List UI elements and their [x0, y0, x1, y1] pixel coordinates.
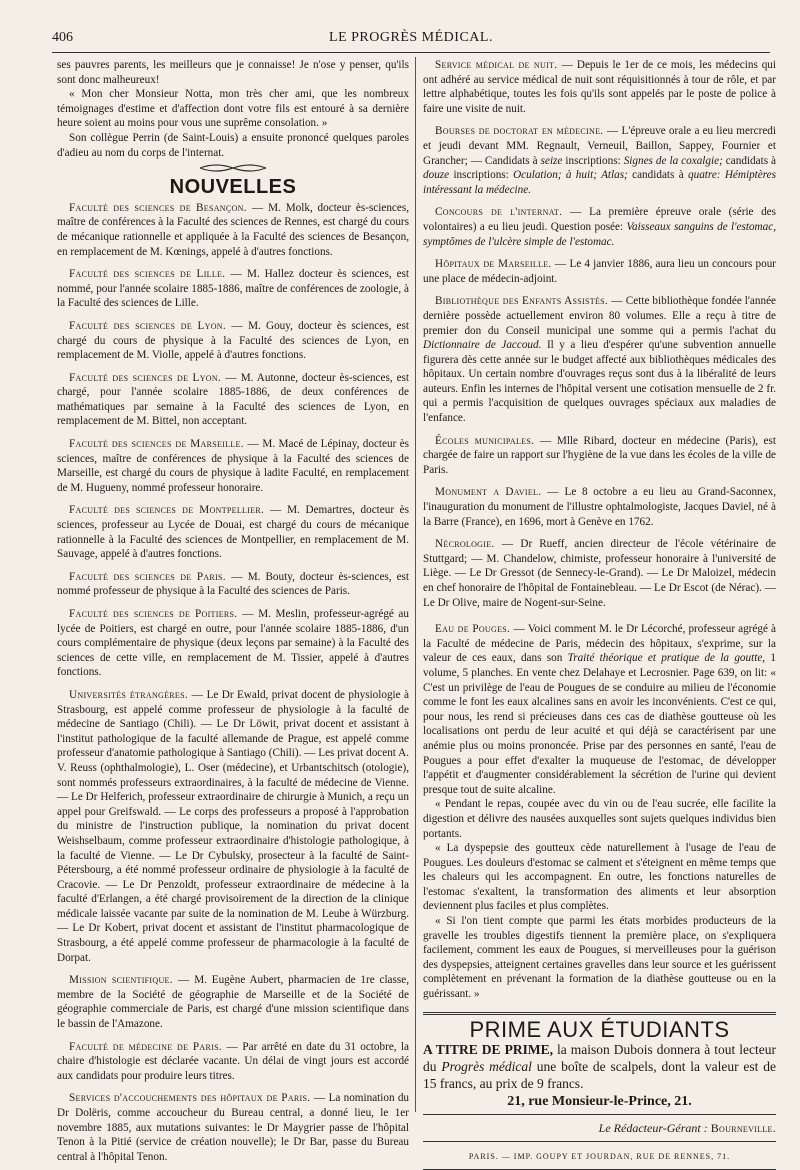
ad-text-part: la maison Dubois donnera à tout lecteur du: [423, 1042, 776, 1075]
divider: [423, 1141, 776, 1142]
paragraph: « Pendant le repas, coupée avec du vin ou de l'eau sucrée, elle facilite la digestion et délivre des nausées auxquelles sont sujets quelques individus bien portants.: [423, 798, 776, 840]
news-item: [57, 607, 409, 680]
news-text: M. Molk, docteur ès-sciences, maître de conférences à la Faculté des sciences de Rennes, est chargé du cours de mécanique rationnelle et appliquée à la Faculté des sciences de Besançon, en remplacement de M. Kœnings, appelé à d'autres fonctions.: [57, 201, 410, 258]
news-heading: Mission scientifique. —: [69, 974, 190, 987]
news-italic: Traité théorique et pratique de la goutte,: [567, 652, 766, 665]
news-text: 1 volume, 5 planches. En vente chez Delahaye et Lecrosnier. Page 639, on lit: « C'est un privilège de l'eau de Pougues de se conduire au milieu de l'économie comme le font les eaux alcalines sans en avoir les inconvénients. C'est ce qui, pour nous, les rend si précieuses dans ces cas de diathèse goutteuse où les localisations ont perdu de leur acuité et qui déjà se caractérisent par une anémie plus ou moins prononcée. Prise par des personnes en santé, l'eau de Pougues a pour effet d'exalter la muqueuse de l'estomac, de développer l'appétit et d'augmenter considérablement la sécrétion de l'urine qui devient presque tout de suite alcaline.: [423, 652, 777, 796]
news-heading: Faculté des sciences de Besançon. —: [69, 201, 264, 214]
section-title: NOUVELLES: [169, 176, 297, 199]
news-heading: Faculté des sciences de Lyon. —: [69, 319, 243, 332]
news-item: [423, 622, 776, 797]
news-item: [423, 257, 776, 286]
ad-text-part: une boîte de scalpels, dont la valeur est de 15 francs, au prix de 9 francs.: [423, 1059, 777, 1092]
news-heading: Faculté des sciences de Lyon. —: [69, 371, 237, 384]
news-item: [57, 688, 409, 965]
news-text: M. Autonne, docteur ès-sciences, est chargé, pour l'année scolaire 1885-1886, de deux conférences de mathématiques par semaine à la Faculté des sciences de Lyon, en remplacement de M. Bittel, non acceptant.: [57, 371, 409, 428]
paragraph: « Mon cher Monsieur Notta, mon très cher ami, que les nombreux témoignages d'estime et d'affection dont votre fils est entouré à sa dernière heure soient au moins pour vous une suprême consolation. »: [57, 88, 409, 130]
news-text: M. Meslin, professeur-agrégé au lycée de Poitiers, est chargé en outre, pour l'année scolaire 1885-1886, d'un cours complémentaire de physique (deux leçons par semaine) à la Faculté des sciences de cette ville, en remplacement de M. Tissier, appelé à d'autres fonctions.: [57, 608, 409, 679]
news-heading: Faculté des sciences de Marseille. —: [69, 438, 259, 451]
news-text: Il y a lieu d'espérer qu'une subvention annuelle figurera dès cette année sur le budget affecté aux bibliothèques médicales des hôpitaux. Un certain nombre d'ouvrages reçus sont dus à la libéralité de leurs auteurs. Enfin les internes de l'hôpital versent une cotisation mensuelle de 2 fr. qui a permis l'acquisition de quelques ouvrages spéciaux aux maladies de l'enfance.: [423, 339, 776, 425]
news-text: M. Macé de Lépinay, docteur ès sciences, maître de conférences de physique à la Faculté des sciences de Marseille, est chargé du cours de physique à ladite Faculté, en remplacement de M. Hugueny, nommé professeur honoraire.: [57, 438, 410, 494]
news-text: M. Gouy, docteur ès sciences, est chargé du cours de physique à la Faculté des sciences de Lyon, en remplacement de M. Violle, appelé à d'autres fonctions.: [57, 319, 409, 362]
news-heading: Écoles municipales. —: [435, 434, 552, 447]
column-divider: [415, 57, 416, 1112]
news-item: [57, 371, 409, 429]
page-number: 406: [52, 30, 73, 45]
news-italic: Signes de la coxalgie;: [623, 154, 723, 167]
news-italic: Dictionnaire de Jaccoud.: [423, 339, 542, 352]
signature-name: Bourneville.: [710, 1120, 776, 1135]
news-heading: Services d'accouchements des hôpitaux de Paris. —: [69, 1092, 326, 1105]
news-text: Par arrêté en date du 31 octobre, la chaire d'histologie est déclarée vacante. Un délai de vingt jours est accordé aux candidats pour produire leurs titres.: [57, 1040, 409, 1082]
news-heading: Concours de l'internat. —: [435, 206, 582, 219]
news-item: [57, 1091, 409, 1164]
news-text: La première épreuve orale (série des volontaires) a eu lieu jeudi. Question posée:: [423, 206, 776, 233]
news-heading: Eau de Pouges. —: [435, 623, 525, 636]
news-item: [423, 537, 776, 610]
news-item: [57, 437, 409, 495]
imprint: PARIS. — IMP. GOUPY ET JOURDAN, RUE DE RENNES, 71.: [468, 1152, 731, 1162]
news-text: candidats à: [725, 154, 777, 167]
news-text: Dr Rueff, ancien directeur de l'école vétérinaire de Stuttgard; — M. Chandelow, chimiste, professeur honoraire à l'université de Liège. — Le Dr Gressot (de Sennecy-le-Grand). — Le Dr Maloizel, médecin en chef honoraire de l'hôpital de Fontainebleau. — Le Dr Escot (de Nérac). — Le Dr Olive, maire de Nogent-sur-Seine.: [423, 538, 777, 609]
news-heading: Universités étrangères. —: [69, 688, 204, 701]
paragraph: « La dyspepsie des goutteux cède naturellement à l'usage de l'eau de Pougues. Les douleurs d'estomac se calment et s'éteignent en même temps que les chaleurs qui les accompagnent. En outre, les fonctions naturelles de l'estomac s'exaltent, la transformation des aliments et leur absorption deviennent plus faciles et plus complètes.: [423, 842, 776, 913]
news-heading: Faculté des sciences de Poitiers. —: [69, 608, 254, 620]
news-text: M. Demartres, docteur ès sciences, professeur au Lycée de Douai, est chargé du cours de mécanique rationnelle à la Faculté des sciences de Montpellier, en remplacement de M. Sauvage, appelé à d'autres fonctions.: [57, 504, 409, 561]
ornament-divider: [57, 162, 409, 176]
news-heading: Monument a Daviel. —: [435, 486, 559, 499]
signature: [423, 1121, 776, 1136]
news-item: [57, 319, 409, 363]
news-italic: quatre: Hémiptères intéressant la médecine.: [423, 169, 777, 196]
ad-text: [423, 1041, 776, 1092]
signature-label: Le Rédacteur-Gérant :: [598, 1120, 708, 1135]
news-heading: Faculté des sciences de Paris. —: [69, 570, 243, 583]
news-item: [57, 267, 409, 311]
news-item: [423, 205, 776, 249]
news-heading: Faculté des sciences de Montpellier. —: [69, 504, 282, 517]
news-item: [57, 503, 409, 561]
ad-lead: A TITRE DE PRIME,: [423, 1042, 553, 1058]
news-heading: Hôpitaux de Marseille. —: [435, 258, 567, 271]
news-text: Le Dr Ewald, privat docent de physiologie à Strasbourg, est appelé comme professeur de physiologie à la faculté de médecine de Santiago (Chili). — Le Dr Löwit, privat docent et assistant à l'institut pathologique de la faculté allemande de Prague, est appelé comme professeur d'anatomie pathologique à Santiago (Chili). — Les privat docent A. V. Reuss (ophthalmologie), L. Oser (médecine), et Urbantschitsch (otologie), sont nommés professeurs extraordinaires, à la faculté de médecine de Vienne. — Le Dr Helferich, professeur extraordinaire de chirurgie à Munich, a reçu un appel pour Greifswald. — Le corps des professeurs a proposé à l'approbation du ministre de l'instruction publique, la nomination du privat docent Weishselbaum, comme professeur extraordinaire d'histologie pathologique, à la faculté de Vienne. — Le Dr Cybulsky, prosecteur à la faculté de Saint-Pétersbourg, a été nommé professeur ordinaire de physiologie à la faculté de Cracovie. — Le Dr Penzoldt, professeur extraordinaire de médecine à la faculté d'Erlangen, a été chargé provisoirement de la direction de la clinique médicale laissée vacante par suite de la nomination de M. Leube à Würzburg. — Le Dr Kobert, privat docent et assistant de l'institut pharmacologique de Strasbourg, a été appelé comme professeur de pharmacologie à la faculté de Dorpat.: [57, 688, 410, 964]
news-text: M. Hallez docteur ès sciences, est nommé, pour l'année scolaire 1885-1886, maître de conférences de zoologie, à la Faculté des sciences de Lille.: [57, 268, 409, 310]
news-item: [423, 58, 776, 116]
news-text: Le 4 janvier 1886, aura lieu un concours pour une place de médecin-adjoint.: [423, 258, 777, 285]
ad-italic: Progrès médical: [441, 1059, 532, 1075]
news-heading: Faculté de médecine de Paris. —: [69, 1040, 239, 1053]
news-text: Depuis le 1er de ce mois, les médecins qui ont adhéré au service médical de nuit sont réquisitionnés à tour de rôle, et par lettre alphabétique, toutes les fois qu'ils sont appelés par le poste de police à faire une visite de nuit.: [423, 59, 777, 115]
advertisement: [423, 1012, 776, 1170]
news-text: Le 8 octobre a eu lieu au Grand-Saconnex, l'inauguration du monument de l'illustre ophtalmologiste, Jacques Daviel, né à la Barre (France), en 1696, mort à Genève en 1762.: [423, 486, 777, 528]
news-italic: Vaisseaux sanguins de l'estomac, symptômes de l'ulcère simple de l'estomac.: [423, 220, 776, 248]
news-text: inscriptions:: [453, 169, 509, 182]
news-item: [57, 973, 409, 1031]
paragraph: Son collègue Perrin (de Saint-Louis) a ensuite prononcé quelques paroles d'adieu au nom du corps de l'internat.: [57, 131, 409, 159]
news-italic: Oculation; à huit; Atlas;: [513, 169, 628, 182]
ad-title: PRIME AUX ÉTUDIANTS: [469, 1016, 730, 1042]
ad-address: 21, rue Monsieur-le-Prince, 21.: [507, 1094, 692, 1110]
news-text: Voici comment M. le Dr Lécorché, professeur agrégé à la Faculté de médecine de Paris, médecin des hôpitaux, s'exprime, sur la valeur de ces eaux, dans son: [423, 623, 776, 665]
left-column: [57, 58, 409, 1164]
news-italic: douze: [423, 169, 450, 182]
header-rule: [52, 52, 770, 53]
news-text: L'épreuve orale a eu lieu mercredi et jeudi devant MM. Regnault, Verneuil, Baillon, Sappey, Fournier et Grancher; — Candidats à: [423, 125, 776, 167]
page-header: [52, 30, 770, 50]
news-heading: Service médical de nuit. —: [435, 59, 573, 71]
right-column: [423, 58, 776, 1170]
news-item: [57, 1040, 409, 1084]
news-text: La nomination du Dr Dolëris, comme accoucheur du Bureau central, a donné lieu, le 1er novembre 1885, aux mutations suivantes: le Dr Maygrier passe de l'hôpital Tenon à la Pitié (service de création nouvelle); le Dr Bar, passe du Bureau central à l'hôpital Tenon.: [57, 1092, 409, 1163]
news-text: M. Bouty, docteur ès-sciences, est nommé professeur de physique à la Faculté des sciences de Paris.: [57, 570, 409, 598]
news-heading: Bibliothèque des Enfants Assistés. —: [435, 295, 623, 308]
news-text: Mlle Ribard, docteur en médecine (Paris), est chargée de faire un rapport sur l'hygiène de la vue dans les écoles de la ville de Paris.: [423, 434, 776, 476]
news-italic: seize: [540, 154, 563, 167]
paragraph: ses pauvres parents, les meilleurs que je connaisse! Je n'ose y penser, qu'ils sont donc malheureux!: [57, 59, 409, 86]
news-heading: Nécrologie. —: [435, 538, 514, 551]
news-item: [57, 570, 409, 599]
news-item: [57, 201, 409, 259]
running-head: LE PROGRÈS MÉDICAL.: [329, 30, 493, 45]
news-item: [423, 434, 776, 478]
paragraph: « Si l'on tient compte que parmi les états morbides producteurs de la gravelle les troubles digestifs tiennent la première place, on s'expliquera facilement, comment les eaux de Pougues, si merveilleuses pour la guérison des dyspepsies, atteignent certaines gravelles dans leur source et les guérissent complètement en prévenant la formation de la diathèse goutteuse ou en la guérissant. »: [423, 915, 776, 1001]
news-item: [423, 124, 776, 197]
news-heading: Bourses de doctorat en médecine. —: [435, 125, 619, 138]
news-item: [423, 485, 776, 529]
news-item: [423, 294, 776, 425]
news-text: candidats à: [632, 169, 684, 182]
news-text: M. Eugène Aubert, pharmacien de 1re classe, membre de la Société de géographie de Marseille et de la Société de géographie commerciale de Paris, est chargé d'une mission scientifique dans le bassin de l'Amazone.: [57, 974, 409, 1031]
news-heading: Faculté des sciences de Lille. —: [69, 268, 243, 281]
news-text: inscriptions:: [565, 154, 621, 167]
news-text: Cette bibliothèque fondée l'année dernière possède actuellement environ 80 volumes. Elle a reçu à titre de premier don du Conseil municipal une somme qui a permis l'achat du: [423, 295, 777, 337]
